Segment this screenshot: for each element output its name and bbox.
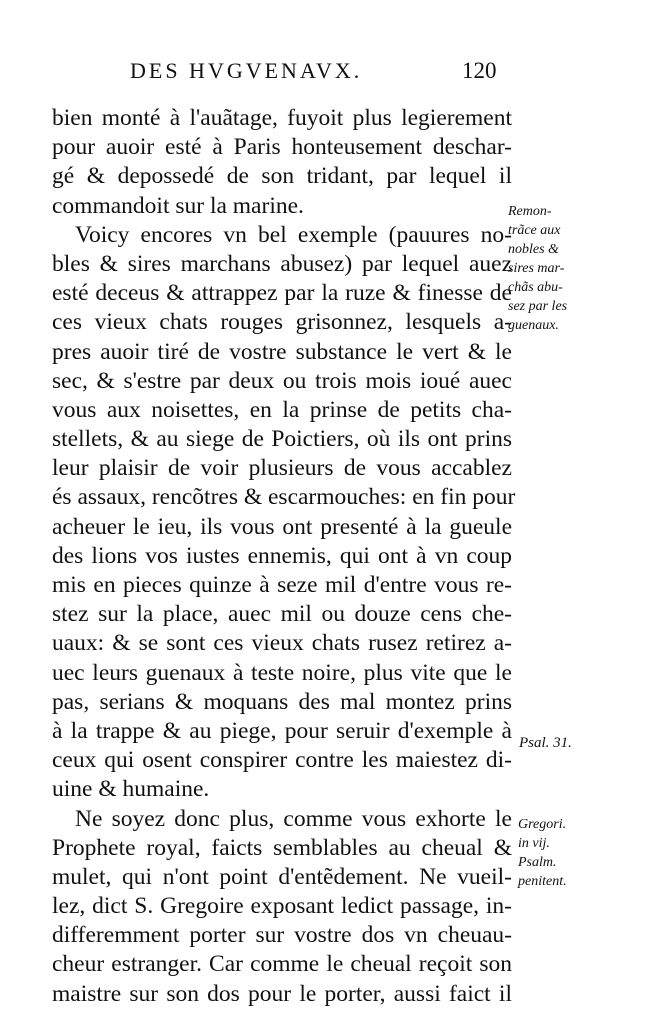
margin-note-line: penitent. [518,874,567,889]
page-number: 120 [462,58,497,83]
margin-note-line: guenaux. [508,318,559,333]
text-line: esté deceus & attrappez par la ruze & finesse de [52,280,512,307]
margin-note-gregory [518,815,567,891]
text-line: ces vieux chats rouges grisonnez, lesquels a- [52,309,512,336]
text-line: pas, serians & moquans des mal montez prins [52,688,512,715]
text-line: ceux qui osent conspirer contre les maiestez di- [52,747,512,774]
text-line: cheur estranger. Car comme le cheual reçoit son [52,951,512,978]
margin-note-line: sez par les [508,299,568,314]
text-line: pour auoir esté à Paris honteusement deschar- [52,134,512,161]
text-line: lez, dict S. Gregoire exposant ledict passage, in- [52,893,512,920]
text-line: Ne soyez donc plus, comme vous exhorte le [75,805,512,832]
text-line: sec, & s'estre par deux ou trois mois ioué auec [52,367,512,394]
text-line: uaux: & se sont ces vieux chats rusez retirez a- [52,630,512,657]
margin-note-line: Gregori. [518,817,567,832]
text-line: acheuer le ieu, ils vous ont presenté à la gueule [52,513,512,540]
text-line: stellets, & au siege de Poictiers, où ils ont prins [52,426,512,453]
text-line: differemment porter sur vostre dos vn cheuau- [52,922,512,949]
text-line: Voicy encores vn bel exemple (pauures no- [75,221,512,248]
running-title: DES HVGVENAVX. [130,58,363,83]
text-line: és assaux, rencõtres & escarmouches: en fin pour [52,484,516,511]
margin-note-line: Psalm. [518,855,557,870]
text-line: mulet, qui n'ont point d'entẽdement. Ne vueil- [52,863,512,890]
text-line: des lions vos iustes ennemis, qui ont à vn coup [52,542,512,569]
margin-note-line: trãce aux [508,223,561,238]
text-line: bien monté à l'auãtage, fuyoit plus legierement [52,105,512,131]
margin-note-line: in vij. [518,836,550,851]
text-line: à la trappe & au piege, pour seruir d'exemple à [52,717,512,744]
text-line: mis en pieces quinze à seze mil d'entre vous re- [52,572,512,598]
margin-note-line: nobles & [508,242,559,257]
margin-note-line: Remon- [508,204,552,219]
margin-note-psalm [519,734,572,753]
text-line: gé & depossedé de son tridant, par lequel il [52,163,512,190]
text-line: bles & sires marchans abusez) par lequel auez [52,250,512,277]
margin-note-line: Psal. 31. [519,735,572,751]
margin-note-line: chãs abu- [508,280,563,295]
text-line: commandoit sur la marine. [52,192,304,219]
text-line: maistre sur son dos pour le porter, aussi faict il [52,980,512,1007]
text-line: vous aux noisettes, en la prinse de petits cha- [52,396,512,423]
text-line: pres auoir tiré de vostre substance le vert & le [52,338,512,365]
body-text [52,104,516,1009]
text-line: stez sur la place, auec mil ou douze cens che- [52,601,512,628]
margin-note-remonstrance [508,202,567,335]
text-line: Prophete royal, faicts semblables au cheual & [52,834,512,861]
text-line: uine & humaine. [52,776,210,803]
text-line: leur plaisir de voir plusieurs de vous accablez [52,455,512,482]
text-line: uec leurs guenaux à teste noire, plus vite que le [52,659,512,686]
margin-note-line: sires mar- [508,261,565,276]
